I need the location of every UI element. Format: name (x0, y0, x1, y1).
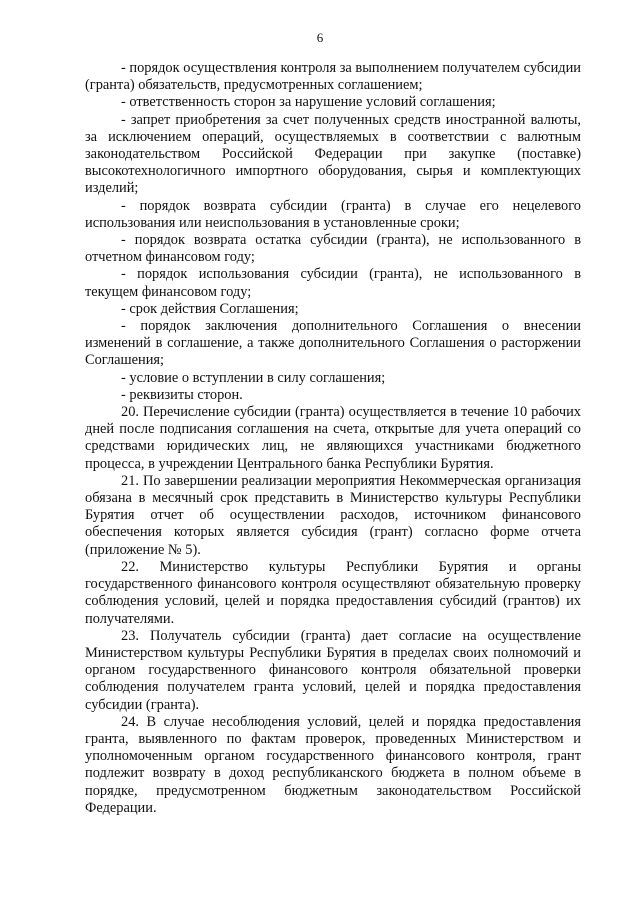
list-item-currency-ban: - запрет приобретения за счет полученных средств иностранной валюты, за исключением операций, осуществляемых в соответствии с валютным законодательством Российской Федерации при закупке (поставке) высокотехнологичного импортного оборудования, сырья и комплектующих изделий; (85, 111, 581, 197)
list-item-return-misuse: - порядок возврата субсидии (гранта) в случае его нецелевого использования или неиспользования в установленные сроки; (85, 197, 581, 231)
list-item-return-remainder: - порядок возврата остатка субсидии (гранта), не использованного в отчетном финансовом году; (85, 232, 581, 266)
list-item-use-remainder: - порядок использования субсидии (гранта), не использованного в текущем финансовом году; (85, 266, 581, 300)
list-item-amendments: - порядок заключения дополнительного Соглашения о внесении изменений в соглашение, а также дополнительного Соглашения о расторжении Соглашения; (85, 318, 581, 369)
list-item-entry-into-force: - условие о вступлении в силу соглашения; (121, 369, 386, 386)
list-item-responsibility: - ответственность сторон за нарушение условий соглашения; (121, 94, 496, 111)
list-item-control-procedure: - порядок осуществления контроля за выполнением получателем субсидии (гранта) обязательств, предусмотренных соглашением; (85, 60, 581, 94)
clause-24: 24. В случае несоблюдения условий, целей и порядка предоставления гранта, выявленного по фактам проверок, проведенных Министерством и уполномоченным органом государственного финансового контроля, грант подлежит возврату в доход республиканского бюджета в полном объеме в порядке, предусмотренном бюджетным законодательством Российской Федерации. (85, 713, 581, 816)
document-body (85, 60, 581, 817)
clause-23: 23. Получатель субсидии (гранта) дает согласие на осуществление Министерством культуры Республики Бурятия в пределах своих полномочий и органом государственного финансового контроля обязательной проверки соблюдения получателем гранта условий, целей и порядка предоставления субсидии (гранта). (85, 627, 581, 713)
page-number: 6 (316, 30, 324, 45)
list-item-requisites: - реквизиты сторон. (121, 386, 243, 403)
clause-20: 20. Перечисление субсидии (гранта) осуществляется в течение 10 рабочих дней после подписания соглашения на счета, открытые для учета операций со средствами юридических лиц, не являющихся участниками бюджетного процесса, в учреждении Центрального банка Республики Бурятия. (85, 404, 581, 472)
list-item-term: - срок действия Соглашения; (121, 300, 299, 317)
clause-22: 22. Министерство культуры Республики Бурятия и органы государственного финансового контроля осуществляют обязательную проверку соблюдения условий, целей и порядка предоставления субсидий (грантов) их получателями. (85, 558, 581, 627)
clause-21: 21. По завершении реализации мероприятия Некоммерческая организация обязана в месячный срок представить в Министерство культуры Республики Бурятия отчет об осуществлении расходов, источником финансового обеспечения которых является субсидия (грант) согласно форме отчета (приложение № 5). (85, 472, 581, 558)
